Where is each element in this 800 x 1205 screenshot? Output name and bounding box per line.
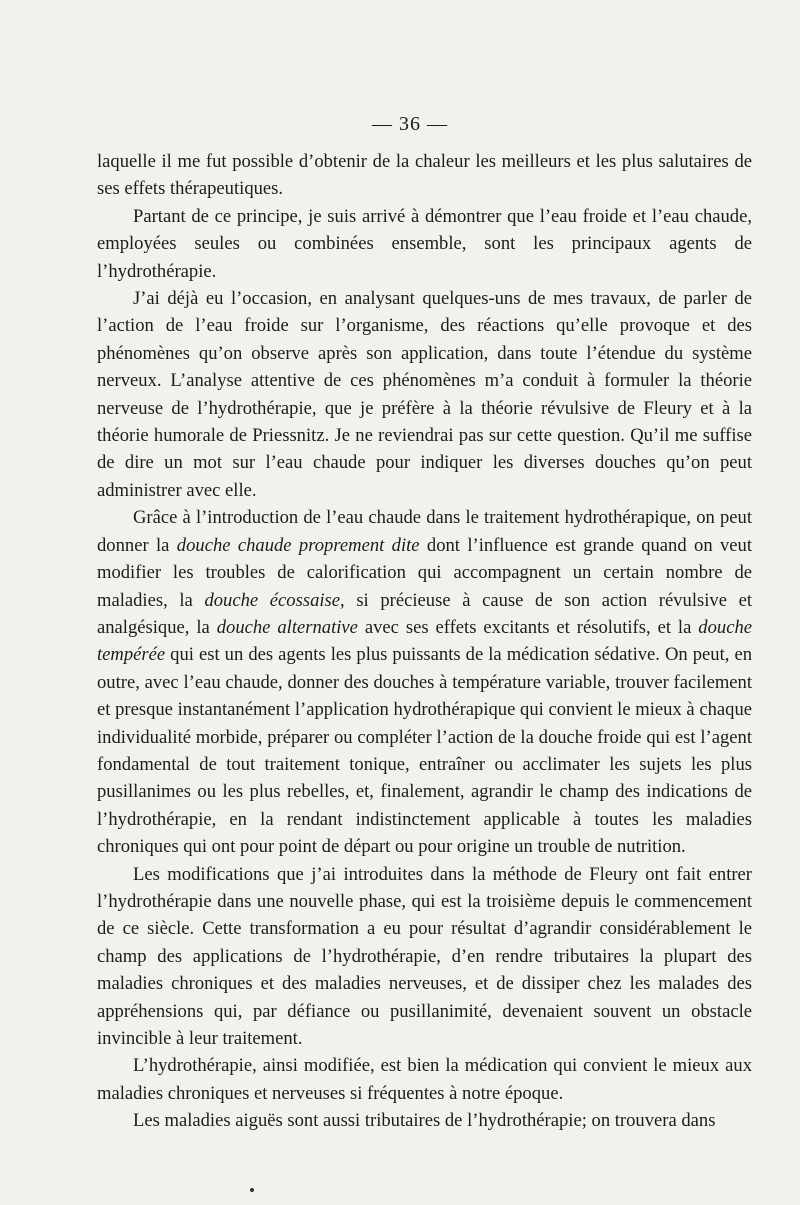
text-segment: avec ses effets excitants et résolutifs, et la — [357, 616, 699, 638]
paragraph — [97, 1052, 752, 1107]
paragraph — [97, 148, 752, 203]
page-number: — 36 — — [372, 113, 448, 135]
italic-term: douche tempérée — [97, 616, 752, 666]
italic-term: douche alternative — [216, 616, 358, 638]
text-segment: L’hydrothérapie, ainsi modifiée, est bien la médication qui convient le mieux aux maladies chroniques et nerveuses si fréquentes à notre époque. — [97, 1055, 752, 1104]
paragraph — [97, 504, 752, 860]
text-segment: Partant de ce principe, je suis arrivé à démontrer que l’eau froide et l’eau chaude, employées seules ou combinées ensemble, sont les principaux agents de l’hydrothérapie. — [97, 205, 752, 282]
text-segment: Les modifications que j’ai introduites dans la méthode de Fleury ont fait entrer l’hydrothérapie dans une nouvelle phase, qui est la troisième depuis le commencement de ce siècle. Cette transformation a eu pour résultat d’agrandir considérablement le champ des applications de l’hydrothérapie, d’en rendre tributaires la plupart des maladies chroniques et des maladies nerveuses, et de dissiper chez les malades des appréhensions qui, par défiance ou pusillanimité, devenaient souvent un obstacle invincible à leur traitement. — [97, 863, 752, 1049]
text-segment: Grâce à l’introduction de l’eau chaude dans le traitement hydrothérapique, on peut donner la — [97, 507, 752, 556]
paragraph — [97, 203, 752, 285]
ink-speck — [250, 1188, 254, 1192]
text-segment: Les maladies aiguës sont aussi tributaires de l’hydrothérapie; on trouvera dans — [133, 1110, 716, 1132]
italic-term: douche chaude proprement dite — [176, 534, 420, 556]
text-segment: qui est un des agents les plus puissants de la médication sédative. On peut, en outre, avec l’eau chaude, donner des douches à température variable, trouver facilement et presque instantanément l’application hydrothérapique qui convient le mieux à chaque individualité morbide, préparer ou compléter l’action de la douche froide qui est l’agent fondamental de tout traitement tonique, entraîner ou acclimater les sujets les plus pusillanimes ou les plus rebelles, et, finalement, agrandir le champ des indications de l’hydrothérapie, en la rendant indistinctement applicable à toutes les maladies chroniques qui ont pour point de départ ou pour origine un trouble de nutrition. — [97, 644, 752, 858]
paragraph — [97, 1107, 752, 1134]
text-segment: , si précieuse à cause de son action révulsive et analgésique, la — [97, 589, 753, 638]
text-segment: laquelle il me fut possible d’obtenir de la chaleur les meilleurs et les plus salutaires de ses effets thérapeutiques. — [97, 151, 752, 200]
italic-term: douche écossaise — [204, 589, 341, 611]
body-text — [97, 148, 752, 1135]
paragraph — [97, 285, 752, 504]
text-segment: dont l’influence est grande quand on veut modifier les troubles de calorification qui accompagnent un certain nombre de maladies, la — [97, 534, 752, 611]
text-segment: J’ai déjà eu l’occasion, en analysant quelques-uns de mes travaux, de parler de l’action de l’eau froide sur l’organisme, des réactions qu’elle provoque et des phénomènes qu’on observe après son application, dans toute l’étendue du système nerveux. L’analyse attentive de ces phénomènes m’a conduit à formuler la théorie nerveuse de l’hydrothérapie, que je préfère à la théorie révulsive de Fleury et à la théorie humorale de Priessnitz. Je ne reviendrai pas sur cette question. Qu’il me suffise de dire un mot sur l’eau chaude pour indiquer les diverses douches qu’on peut administrer avec elle. — [97, 288, 752, 501]
paragraph — [97, 861, 752, 1053]
